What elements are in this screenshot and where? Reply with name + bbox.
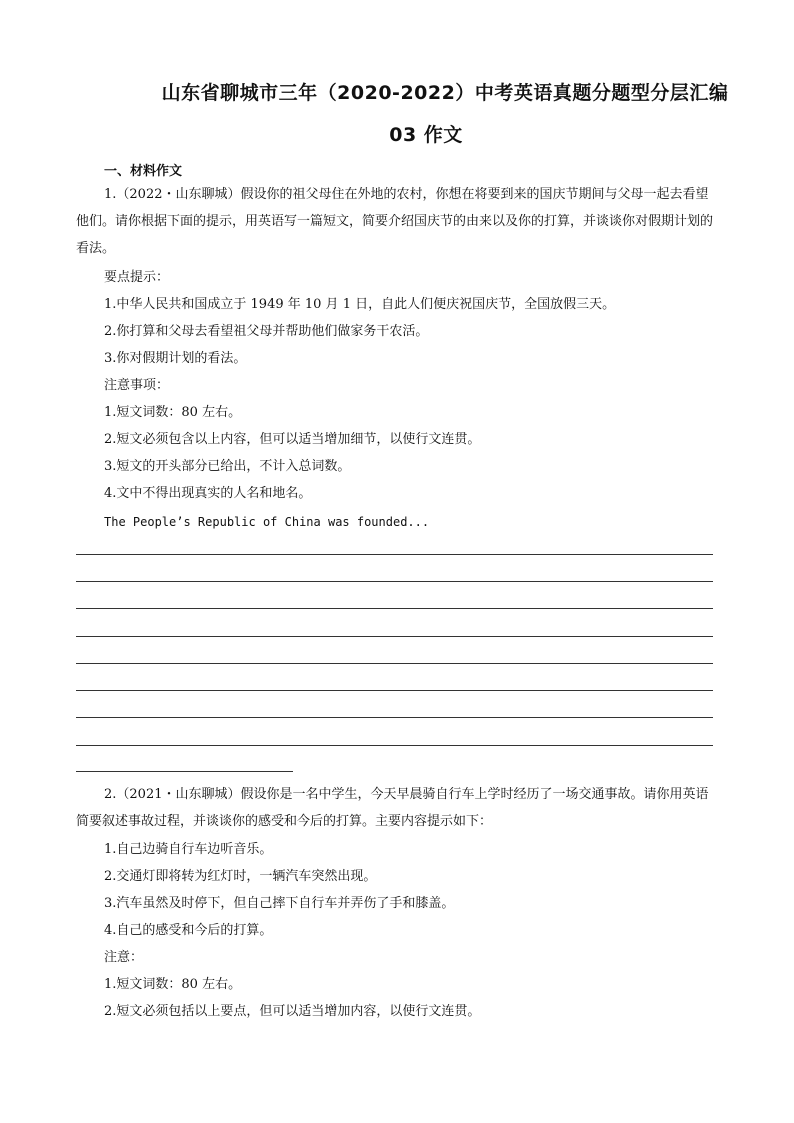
separator-line bbox=[76, 771, 293, 772]
answer-line bbox=[76, 717, 713, 718]
section-heading: 一、材料作文 bbox=[104, 164, 183, 179]
q1-note-4: 4.文中不得出现真实的人名和地名。 bbox=[104, 486, 312, 501]
q2-tip-3: 3.汽车虽然及时停下，但自己摔下自行车并弄伤了手和膝盖。 bbox=[104, 896, 455, 911]
q2-tip-2: 2.交通灯即将转为红灯时，一辆汽车突然出现。 bbox=[104, 869, 377, 884]
q1-note-1: 1.短文词数：80 左右。 bbox=[104, 405, 242, 420]
question-2-prompt: 2.（2021・山东聊城）假设你是一名中学生，今天早晨骑自行车上学时经历了一场交通事故。请你用英语简要叙述事故过程，并谈谈你的感受和今后的打算。主要内容提示如下： bbox=[76, 787, 709, 829]
q2-tip-1: 1.自己边骑自行车边听音乐。 bbox=[104, 842, 273, 857]
answer-line bbox=[76, 554, 713, 555]
q1-note-2: 2.短文必须包含以上内容，但可以适当增加细节，以使行文连贯。 bbox=[104, 432, 481, 447]
answer-line bbox=[76, 636, 713, 637]
q1-tip-1: 1.中华人民共和国成立于 1949 年 10 月 1 日，自此人们便庆祝国庆节，全国放假三天。 bbox=[104, 297, 616, 312]
question-1-prompt: 1.（2022・山东聊城）假设你的祖父母住在外地的农村，你想在将要到来的国庆节期间与父母一起去看望他们。请你根据下面的提示，用英语写一篇短文，简要介绍国庆节的由来以及你的打算，并谈谈你对假期计划的看法。 bbox=[76, 187, 714, 256]
q1-note-3: 3.短文的开头部分已给出，不计入总词数。 bbox=[104, 459, 351, 474]
q1-opening-sentence: The People’s Republic of China was founded... bbox=[104, 515, 430, 529]
answer-line bbox=[76, 608, 713, 609]
q2-note-2: 2.短文必须包括以上要点，但可以适当增加内容，以使行文连贯。 bbox=[104, 1004, 481, 1019]
answer-line bbox=[76, 690, 713, 691]
q2-notes-label: 注意： bbox=[104, 950, 144, 965]
q1-tips-label: 要点提示： bbox=[104, 270, 170, 285]
answer-line bbox=[76, 581, 713, 582]
answer-line bbox=[76, 663, 713, 664]
q1-tip-3: 3.你对假期计划的看法。 bbox=[104, 351, 247, 366]
document-subtitle: 03 作文 bbox=[389, 124, 463, 146]
answer-line bbox=[76, 745, 713, 746]
q1-notes-label: 注意事项： bbox=[104, 378, 170, 393]
document-title: 山东省聊城市三年（2020-2022）中考英语真题分题型分层汇编 bbox=[161, 82, 729, 104]
q2-note-1: 1.短文词数：80 左右。 bbox=[104, 977, 242, 992]
q2-tip-4: 4.自己的感受和今后的打算。 bbox=[104, 923, 273, 938]
q1-tip-2: 2.你打算和父母去看望祖父母并帮助他们做家务干农活。 bbox=[104, 324, 429, 339]
